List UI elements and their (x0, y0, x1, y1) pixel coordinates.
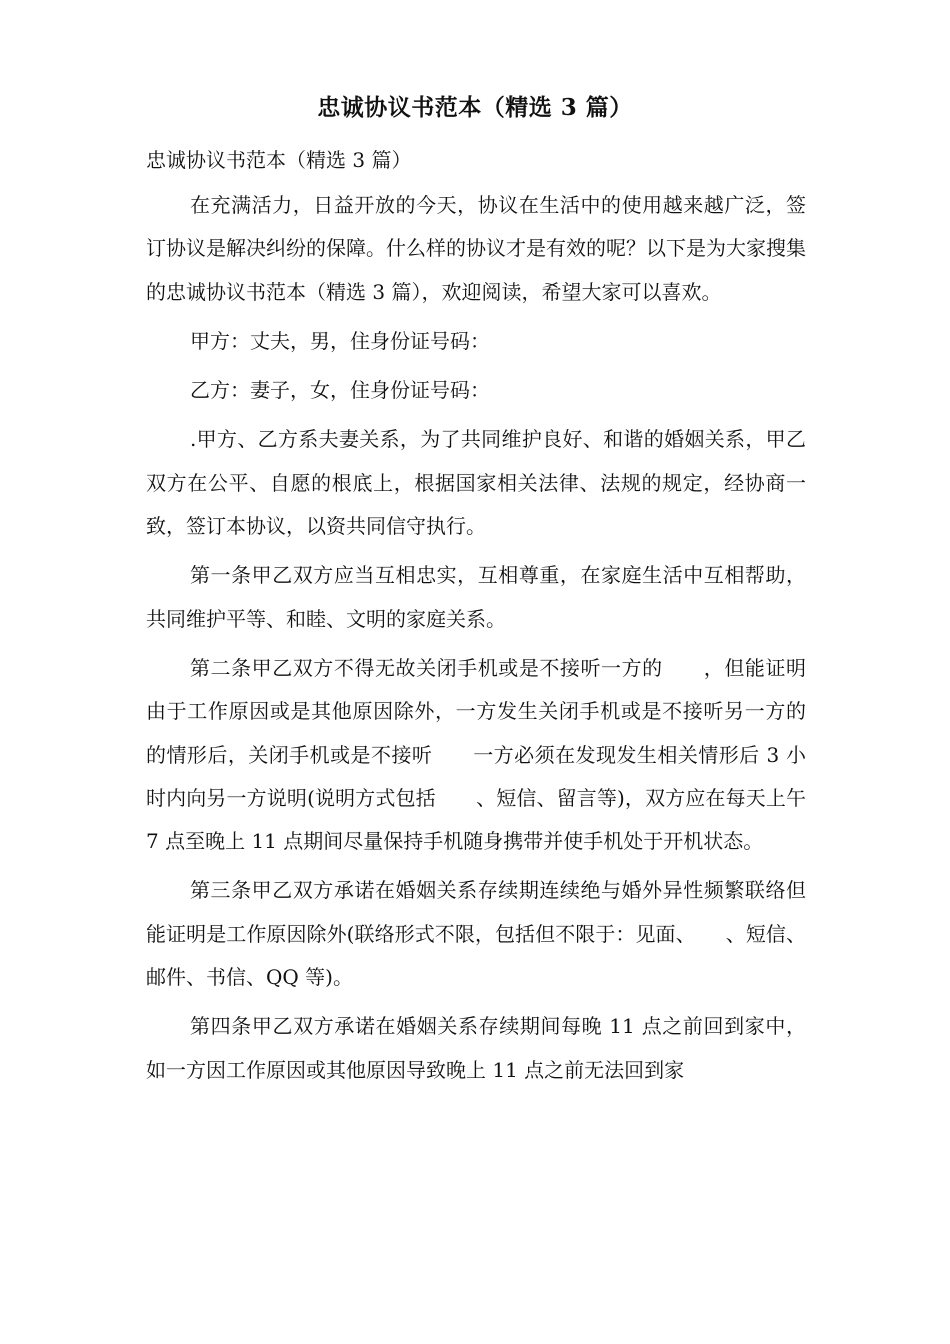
document-title: 忠诚协议书范本（精选 3 篇） (317, 94, 633, 121)
document-body (146, 184, 846, 1098)
paragraph-article-4: 第四条甲乙双方承诺在婚姻关系存续期间每晚 11 点之前回到家中，如一方因工作原因或其他原因导致晚上 11 点之前无法回到家 (146, 1014, 806, 1082)
paragraph-party-b: 乙方：妻子，女，住身份证号码： (190, 378, 490, 403)
document-subtitle: 忠诚协议书范本（精选 3 篇） (146, 148, 412, 172)
paragraph-article-2: 第二条甲乙双方不得无故关闭手机或是不接听一方的 ，但能证明由于工作原因或是其他原因除外，一方发生关闭手机或是不接听另一方的 的情形后，关闭手机或是不接听 一方必须在发现发生相关情形后 3 小时内向另一方说明(说明方式包括 、短信、留言等)，双方应在每天上午 7 点至晚上 11 点期间尽量保持手机随身携带并使手机处于开机状态。 (146, 655, 846, 854)
paragraph-intro: 在充满活力，日益开放的今天，协议在生活中的使用越来越广泛，签订协议是解决纠纷的保障。什么样的协议才是有效的呢？以下是为大家搜集的忠诚协议书范本（精选 3 篇），欢迎阅读，希望大家可以喜欢。 (146, 193, 806, 304)
paragraph-article-1: 第一条甲乙双方应当互相忠实，互相尊重，在家庭生活中互相帮助，共同维护平等、和睦、文明的家庭关系。 (146, 563, 806, 631)
paragraph-preamble: .甲方、乙方系夫妻关系，为了共同维护良好、和谐的婚姻关系，甲乙双方在公平、自愿的根底上，根据国家相关法律、法规的规定，经协商一致，签订本协议，以资共同信守执行。 (146, 427, 806, 539)
paragraph-party-a: 甲方：丈夫，男，住身份证号码： (190, 328, 490, 353)
paragraph-article-3: 第三条甲乙双方承诺在婚姻关系存续期连续绝与婚外异性频繁联络但能证明是工作原因除外(联络形式不限，包括但不限于：见面、 、短信、邮件、书信、QQ 等)。 (146, 878, 806, 990)
